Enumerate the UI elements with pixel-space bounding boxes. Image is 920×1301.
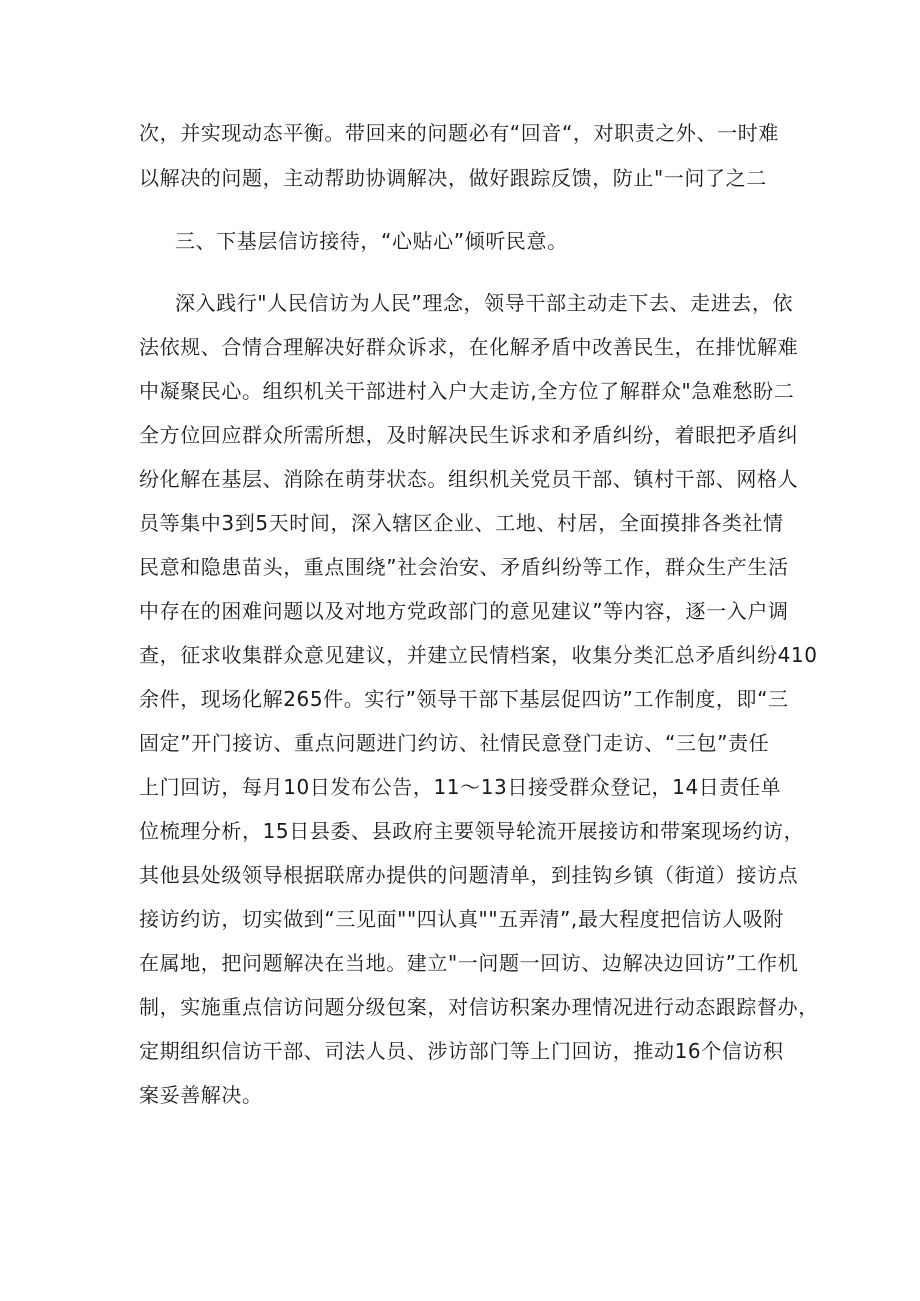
section-heading: 三、下基层信访接待，“心贴心”倾听民意。	[175, 229, 568, 253]
body-line: 在属地，把问题解决在当地。建立"一问题一回访、边解决边回访”工作机	[139, 951, 799, 975]
body-line: 定期组织信访干部、司法人员、涉访部门等上门回访，推动16个信访积	[139, 1039, 784, 1063]
intro-line: 以解决的问题，主动帮助协调解决，做好跟踪反馈，防止"一问了之二	[139, 166, 767, 190]
body-line: 全方位回应群众所需所想，及时解决民生诉求和矛盾纠纷，着眼把矛盾纠	[139, 423, 799, 447]
body-line: 制，实施重点信访问题分级包案，对信访积案办理情况进行动态跟踪督办，	[139, 995, 819, 1019]
body-line: 查，征求收集群众意见建议，并建立民情档案，收集分类汇总矛盾纠纷410	[139, 643, 818, 667]
body-line: 接访约访，切实做到“三见面""四认真""五弄清”,最大程度把信访人吸附	[139, 907, 784, 931]
body-line: 其他县处级领导根据联席办提供的问题清单，到挂钩乡镇（街道）接访点	[139, 863, 799, 887]
body-line: 案妥善解决。	[139, 1083, 263, 1107]
intro-line: 次，并实现动态平衡。带回来的问题必有“回音“，对职责之外、一时难	[139, 121, 779, 145]
body-line: 纷化解在基层、消除在萌芽状态。组织机关党员干部、镇村干部、网格人	[139, 467, 799, 491]
body-line: 余件，现场化解265件。实行”领导干部下基层促四访”工作制度，即“三	[139, 687, 789, 711]
body-line: 位梳理分析，15日县委、县政府主要领导轮流开展接访和带案现场约访，	[139, 819, 805, 843]
body-line: 民意和隐患苗头，重点围绕”社会治安、矛盾纠纷等工作，群众生产生活	[139, 555, 789, 579]
body-line: 固定”开门接访、重点问题进门约访、社情民意登门走访、“三包”责任	[139, 731, 770, 755]
body-line: 法依规、合情合理解决好群众诉求，在化解矛盾中改善民生，在排忧解难	[139, 335, 799, 359]
body-line: 深入践行"人民信访为人民”理念，领导干部主动走下去、走进去，依	[175, 291, 794, 315]
body-line: 上门回访，每月10日发布公告，11～13日接受群众登记，14日责任单	[139, 775, 782, 799]
body-line: 中凝聚民心。组织机关干部进村入户大走访,全方位了解群众"急难愁盼二	[139, 379, 795, 403]
body-line: 员等集中3到5天时间，深入辖区企业、工地、村居，全面摸排各类社情	[139, 511, 784, 535]
body-line: 中存在的困难问题以及对地方党政部门的意见建议”等内容，逐一入户调	[139, 599, 789, 623]
